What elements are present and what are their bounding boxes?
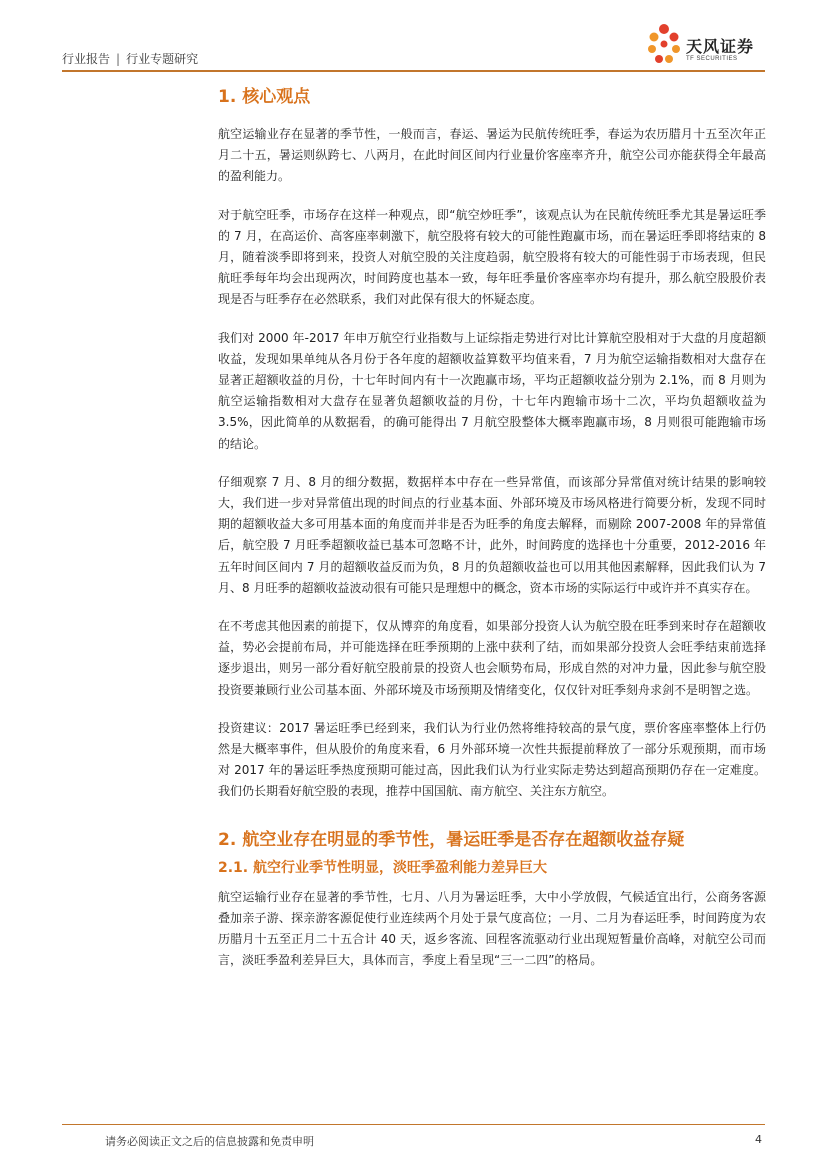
logo-name: 天风证券	[686, 37, 755, 56]
header-separator: |	[116, 52, 121, 66]
header-divider	[62, 70, 765, 72]
report-type	[62, 50, 198, 67]
footer-divider	[62, 1124, 765, 1125]
report-subcategory: 行业专题研究	[126, 52, 199, 66]
footer-disclaimer: 请务必阅读正文之后的信息披露和免责申明	[105, 1135, 314, 1148]
paragraph-peak-season-view: 对于航空旺季，市场存在这样一种观点，即“航空炒旺季”，该观点认为在民航传统旺季尤其是暑运旺季的 7 月，在高运价、高客座率刺激下，航空股将有较大的可能性跑赢市场，而在暑运旺季即将结束的 8 月，随着淡季即将到来，投资人对航空股的关注度趋弱，航空股将有较大的可能性弱于市场表现，但民航旺季每年均会出现两次，时间跨度也基本一致，每年旺季量价客座率亦均有提升，那么航空股股价表现是否与旺季存在必然联系，我们对此保有很大的怀疑态度。	[218, 207, 766, 307]
section-title-seasonality: 2. 航空业存在明显的季节性，暑运旺季是否存在超额收益存疑	[218, 829, 685, 850]
logo-flower-icon	[646, 22, 682, 70]
paragraph-excess-return: 我们对 2000 年-2017 年申万航空行业指数与上证综指走势进行对比计算航空股相对于大盘的月度超额收益，发现如果单纯从各月份于各年度的超额收益算数平均值来看，7 月为航空运输指数相对大盘存在显著正超额收益的月份，十七年时间内有十一次跑赢市场，平均正超额收益分别为 2.1%，而 8 月则为航空运输指数相对大盘存在显著负超额收益的月份，十七年内跑输市场十二次，平均负超额收益为 3.5%，因此简单的从数据看，的确可能得出 7 月航空股整体大概率跑赢市场，8 月则很可能跑输市场的结论。	[218, 330, 766, 451]
logo-subtitle: TF SECURITIES	[686, 56, 738, 62]
paragraph-industry-seasonality: 航空运输行业存在显著的季节性，七月、八月为暑运旺季，大中小学放假，气候适宜出行，公商务客源叠加亲子游、探亲游客源促使行业连续两个月处于景气度高位；一月、二月为春运旺季，时间跨度为农历腊月十五至正月二十五合计 40 天，返乡客流、回程客流驱动行业出现短暂量价高峰，对航空公司而言，淡旺季盈利差异巨大，具体而言，季度上看呈现“三一二四”的格局。	[218, 889, 766, 968]
main-content	[218, 84, 766, 972]
section-title-core-views: 1. 核心观点	[218, 87, 311, 107]
paragraph-detailed-data: 仔细观察 7 月、8 月的细分数据，数据样本中存在一些异常值，而该部分异常值对统计结果的影响较大，我们进一步对异常值出现的时间点的行业基本面、外部环境及市场风格进行简要分析，发现不同时期的超额收益大多可用基本面的角度而并非是否为旺季的角度去解释，而剔除 2007-2008 年的异常值后，航空股 7 月旺季超额收益已基本可忽略不计，此外，时间跨度的选择也十分重要，2012-2016 年五年时间区间内 7 月的超额收益反而为负，8 月的负超额收益也可以用其他因素解释，因此我们认为 7 月、8 月旺季的超额收益波动很有可能只是理想中的概念，资本市场的实际运行中或许并不真实存在。	[218, 474, 766, 595]
page-number: 4	[755, 1133, 762, 1146]
paragraph-investment-advice: 投资建议：2017 暑运旺季已经到来，我们认为行业仍然将维持较高的景气度，票价客座率整体上行仍然是大概率事件，但从股价的角度来看，6 月外部环境一次性共振提前释放了一部分乐观预期，而市场对 2017 年的暑运旺季热度预期可能过高，因此我们认为行业实际走势达到超高预期仍存在一定难度。我们仍长期看好航空股的表现，推荐中国国航、南方航空、关注东方航空。	[218, 720, 766, 799]
paragraph-seasonality: 航空运输业存在显著的季节性，一般而言，春运、暑运为民航传统旺季，春运为农历腊月十五至次年正月二十五，暑运则纵跨七、八两月，在此时间区间内行业量价客座率齐升，航空公司亦能获得全年最高的盈利能力。	[218, 127, 766, 184]
subsection-title-seasonality-obvious: 2.1. 航空行业季节性明显，淡旺季盈利能力差异巨大	[218, 859, 547, 876]
paragraph-game-theory: 在不考虑其他因素的前提下，仅从博弈的角度看，如果部分投资人认为航空股在旺季到来时存在超额收益，势必会提前布局，并可能选择在旺季预期的上涨中获利了结，而如果部分投资人会旺季结束前选择逐步退出，则另一部分看好航空股前景的投资人也会顺势布局，形成自然的对冲力量，因此参与航空股投资要兼顾行业公司基本面、外部环境及市场预期及情绪变化，仅仅针对旺季刻舟求剑不是明智之选。	[218, 619, 766, 697]
company-logo	[646, 22, 786, 72]
report-category: 行业报告	[62, 52, 111, 66]
